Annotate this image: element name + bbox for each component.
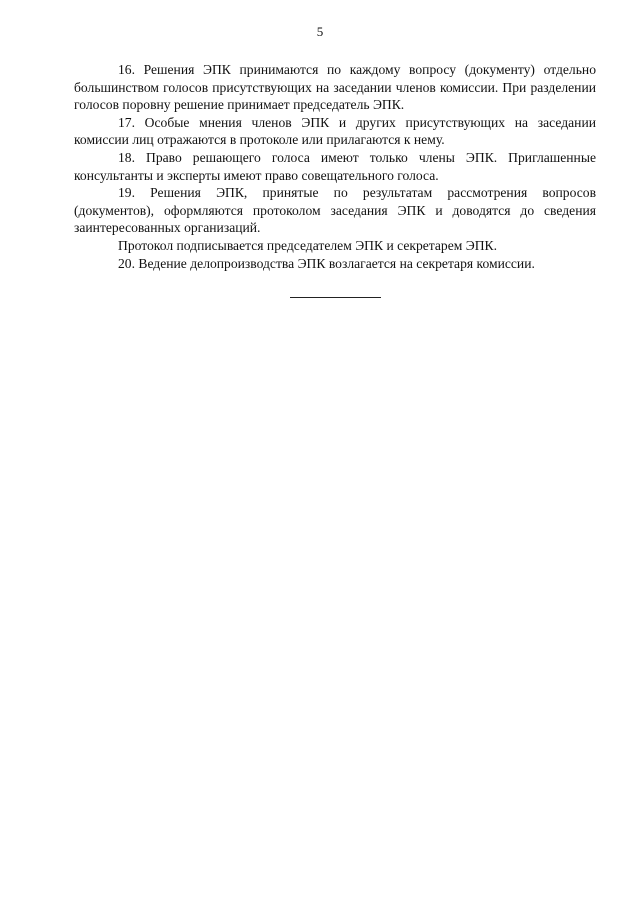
document-body (74, 61, 596, 272)
page-number: 5 (316, 24, 324, 39)
paragraph-19: 19. Решения ЭПК, принятые по результатам рассмотрения вопросов (документов), оформляются протоколом заседания ЭПК и доводятся до сведения заинтересованных организаций. (74, 185, 596, 236)
paragraph-17: 17. Особые мнения членов ЭПК и других присутствующих на заседании комиссии лиц отражаются в протоколе или прилагаются к нему. (74, 114, 596, 148)
end-of-document-divider (290, 297, 381, 298)
paragraph-19-protocol: Протокол подписывается председателем ЭПК и секретарем ЭПК. (118, 237, 498, 253)
paragraph-16: 16. Решения ЭПК принимаются по каждому вопросу (документу) отдельно большинством голосов присутствующих на заседании членов комиссии. При разделении голосов поровну решение принимает председатель ЭПК. (74, 62, 596, 113)
paragraph-18: 18. Право решающего голоса имеют только члены ЭПК. Приглашенные консультанты и эксперты имеют право совещательного голоса. (74, 149, 596, 183)
paragraph-20: 20. Ведение делопроизводства ЭПК возлагается на секретаря комиссии. (118, 255, 535, 271)
